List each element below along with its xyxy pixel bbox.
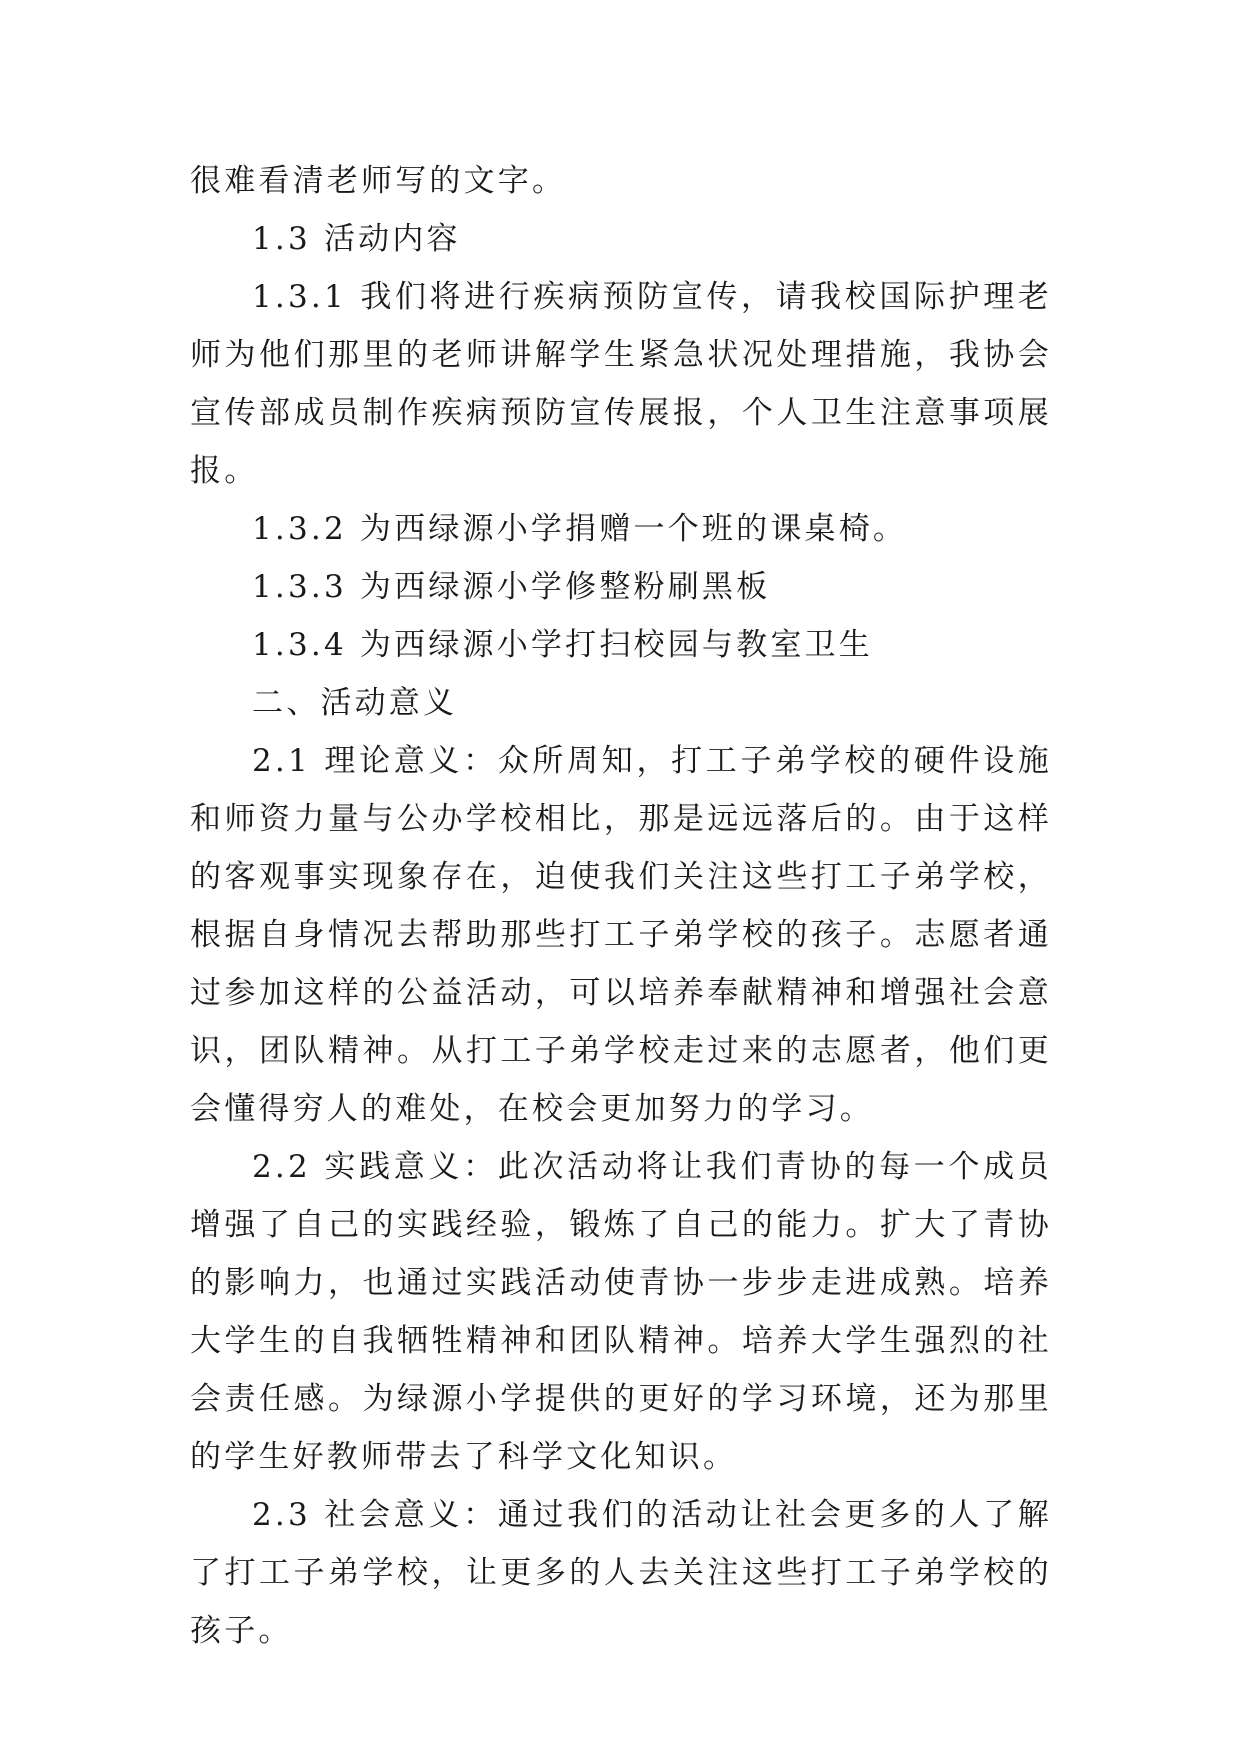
paragraph-continuation: 很难看清老师写的文字。	[190, 163, 567, 199]
paragraph-2-3-social: 2.3 社会意义：通过我们的活动让社会更多的人了解了打工子弟学校，让更多的人去关注这些打工子弟学校的孩子。	[190, 1497, 1052, 1649]
document-body	[190, 152, 1052, 1660]
paragraph-1-3-3: 1.3.3 为西绿源小学修整粉刷黑板	[252, 569, 771, 605]
paragraph-1-3-4: 1.3.4 为西绿源小学打扫校园与教室卫生	[252, 627, 873, 663]
paragraph-1-3-2: 1.3.2 为西绿源小学捐赠一个班的课桌椅。	[252, 511, 908, 547]
paragraph-2-2-practice: 2.2 实践意义：此次活动将让我们青协的每一个成员增强了自己的实践经验，锻炼了自己的能力。扩大了青协的影响力，也通过实践活动使青协一步步走进成熟。培养大学生的自我牺牲精神和团队精神。培养大学生强烈的社会责任感。为绿源小学提供的更好的学习环境，还为那里的学生好教师带去了科学文化知识。	[190, 1149, 1052, 1475]
paragraph-1-3-1: 1.3.1 我们将进行疾病预防宣传，请我校国际护理老师为他们那里的老师讲解学生紧急状况处理措施，我协会宣传部成员制作疾病预防宣传展报，个人卫生注意事项展报。	[190, 279, 1052, 489]
heading-activity-content: 1.3 活动内容	[252, 221, 461, 257]
paragraph-2-1-theory: 2.1 理论意义：众所周知，打工子弟学校的硬件设施和师资力量与公办学校相比，那是远远落后的。由于这样的客观事实现象存在，迫使我们关注这些打工子弟学校，根据自身情况去帮助那些打工子弟学校的孩子。志愿者通过参加这样的公益活动，可以培养奉献精神和增强社会意识，团队精神。从打工子弟学校走过来的志愿者，他们更会懂得穷人的难处，在校会更加努力的学习。	[190, 743, 1052, 1127]
heading-activity-significance: 二、活动意义	[252, 685, 458, 721]
